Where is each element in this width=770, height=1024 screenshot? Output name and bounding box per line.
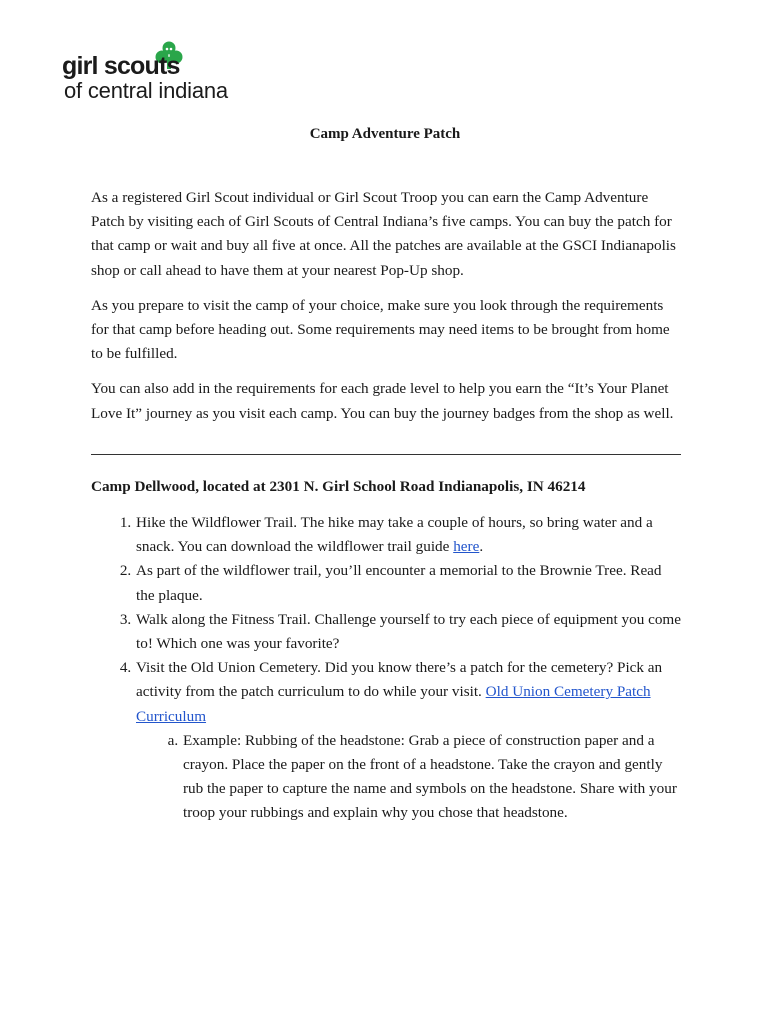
- intro-paragraph-2: As you prepare to visit the camp of your choice, make sure you look through the requirements for that camp before heading out. Some requirements may need items to be brought from home to be fulfilled.: [91, 296, 670, 363]
- list-item: [135, 656, 681, 825]
- list-item: 3. Walk along the Fitness Trail. Challenge yourself to try each piece of equipment you come to! Which one was your favorite?: [135, 608, 681, 656]
- section-divider: [91, 454, 681, 455]
- intro-paragraph-1: As a registered Girl Scout individual or Girl Scout Troop you can earn the Camp Adventure Patch by visiting each of Girl Scouts of Central Indiana’s five camps. You can buy the patch for that camp or wait and buy all five at once. All the patches are available at the GSCI Indianapolis shop or call ahead to have them at your nearest Pop-Up shop.: [91, 189, 676, 279]
- list-item: [135, 511, 681, 559]
- sub-list-item: a. Example: Rubbing of the headstone: Grab a piece of construction paper and a crayon. Place the paper on the front of a headstone. Take the crayon and gently rub the paper to capture the name and symbols on the headstone. Share with your troop your rubbings and explain why you chose that headstone.: [182, 729, 681, 826]
- intro-paragraph-3: You can also add in the requirements for each grade level to help you earn the “It’s Your Planet Love It” journey as you visit each camp. You can buy the journey badges from the shop as well.: [91, 380, 674, 422]
- camp-heading: Camp Dellwood, located at 2301 N. Girl School Road Indianapolis, IN 46214: [91, 477, 586, 495]
- sub-list: [136, 729, 681, 826]
- list-item: 2. As part of the wildflower trail, you’ll encounter a memorial to the Brownie Tree. Read the plaque.: [135, 559, 681, 607]
- requirements-list: [91, 511, 681, 826]
- item-text: Hike the Wildflower Trail. The hike may take a couple of hours, so bring water and a snack. You can download the wildflower trail guide: [136, 514, 653, 556]
- cemetery-curriculum-link[interactable]: Old Union Cemetery Patch Curriculum: [136, 683, 651, 725]
- logo-wordmark-line2: of central indiana: [64, 78, 228, 103]
- item-punctuation: .: [479, 538, 484, 556]
- logo-wordmark-line1: girl scouts: [62, 52, 180, 80]
- wildflower-guide-link[interactable]: here: [453, 538, 480, 556]
- girl-scouts-logo: [62, 40, 252, 106]
- page-title: Camp Adventure Patch: [309, 126, 461, 142]
- document-body: [91, 186, 681, 826]
- item-text: Visit the Old Union Cemetery. Did you know there’s a patch for the cemetery? Pick an activity from the patch curriculum to do while your visit.: [136, 659, 663, 701]
